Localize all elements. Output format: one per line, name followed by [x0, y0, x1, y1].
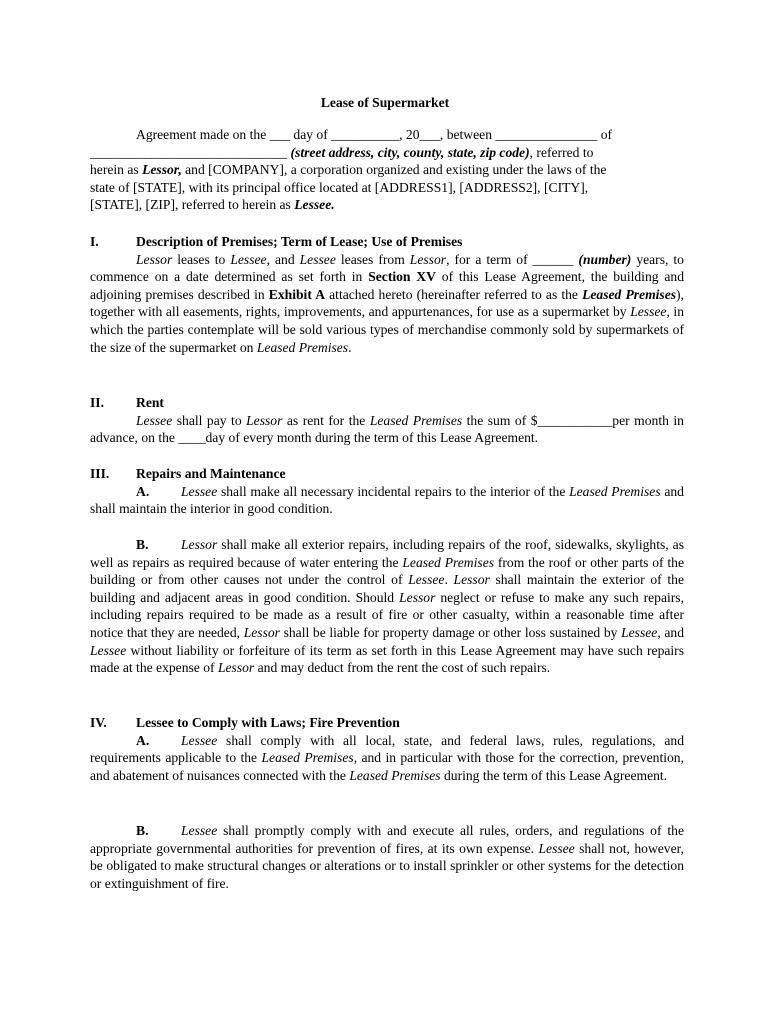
subsection-a: [90, 483, 684, 518]
section-heading: [90, 714, 684, 732]
text-run: herein as: [90, 162, 143, 178]
text-run: attached hereto (hereinafter referred to as the: [325, 286, 583, 302]
text-run: Leased Premises: [369, 412, 463, 428]
subsection-a: [90, 732, 684, 785]
text-run: shall maintain the exterior of the building and adjacent areas in good condition. Should: [90, 572, 685, 605]
text-run: Lessor: [181, 537, 218, 552]
subsection-b: [90, 536, 684, 677]
text-run: Leased Premises: [569, 483, 661, 499]
text-run: Lessor: [243, 624, 280, 640]
intro-line-5: [90, 196, 684, 214]
section-heading: [90, 465, 684, 483]
text-run: and shall maintain the interior in good condition.: [90, 483, 684, 517]
text-run: A.: [136, 483, 150, 499]
text-run: Leased Premises: [261, 750, 354, 766]
text-run: (street address, city, county, state, zip code): [290, 144, 530, 160]
section-heading: [90, 233, 684, 251]
text-run: , referred to: [529, 144, 594, 160]
text-run: , and in particular with those for the correction, prevention, and abatement of nuisances connected with the: [90, 750, 684, 783]
text-run: Lessee to Comply with Laws; Fire Prevention: [136, 715, 400, 730]
text-run: Lessee: [538, 840, 575, 856]
text-run: as rent for the: [282, 412, 370, 428]
text-run: Lessee: [621, 624, 658, 640]
text-run: Lessor: [217, 660, 255, 676]
section-body: [90, 412, 684, 447]
text-run: , for a term of ______: [446, 251, 579, 267]
text-run: from the roof or other parts of the building or from other causes not under the control of: [90, 554, 684, 588]
text-run: IV.: [90, 715, 107, 730]
text-run: _____________________________: [90, 144, 291, 160]
text-run: leases from: [335, 251, 410, 267]
text-run: Lessee: [230, 251, 267, 267]
text-run: [STATE], [ZIP], referred to herein as: [90, 197, 295, 213]
text-run: Lessee: [136, 412, 173, 428]
section-1: [90, 233, 684, 356]
intro-line-4: state of [STATE], with its principal office located at [ADDRESS1], [ADDRESS2], [CITY],: [90, 179, 589, 195]
text-run: Lessor: [409, 251, 447, 267]
text-run: Lessee: [181, 483, 218, 499]
text-run: shall promptly comply with and execute all rules, orders, and regulations of the appropriate governmental authorities for prevention of fires, at its own expense.: [90, 823, 684, 856]
text-run: .: [444, 572, 454, 588]
text-run: Lessee: [181, 732, 218, 748]
text-run: years, to commence on a date determined as set forth in: [90, 251, 684, 285]
text-run: shall pay to: [172, 412, 247, 428]
text-run: , in which the parties contemplate will be sold various types of merchandise commonly sold by supermarkets of the size of the supermarket on: [90, 304, 684, 355]
text-run: Leased Premises: [582, 286, 677, 302]
text-run: Leased Premises: [402, 554, 495, 570]
text-run: Lessee: [90, 642, 127, 658]
text-run: Rent: [136, 395, 164, 410]
text-run: , and: [657, 624, 684, 640]
text-run: Section XV: [368, 269, 436, 285]
section-4-b: [90, 822, 684, 892]
subsection-b: [90, 822, 684, 892]
document-title: Lease of Supermarket: [320, 95, 450, 110]
text-run: of this Lease Agreement, the building and adjoining premises described in: [90, 269, 685, 302]
text-run: Leased Premises: [349, 767, 441, 783]
text-run: Lessee: [630, 304, 667, 320]
text-run: Lessee.: [294, 197, 335, 213]
text-run: .: [348, 339, 352, 355]
text-run: I.: [90, 234, 99, 249]
text-run: Exhibit A: [268, 286, 326, 302]
section-3: [90, 465, 684, 518]
text-run: Lessor: [453, 572, 490, 588]
intro-line-1: [90, 126, 684, 144]
section-2: [90, 394, 684, 447]
text-run: A.: [136, 732, 150, 748]
text-run: and may deduct from the rent the cost of such repairs.: [254, 660, 551, 676]
text-run: Lessor: [399, 589, 436, 605]
text-run: shall make all necessary incidental repairs to the interior of the: [217, 483, 570, 499]
section-4: [90, 714, 684, 784]
text-run: , and: [266, 251, 300, 267]
text-run: B.: [136, 537, 149, 552]
text-run: shall comply with all local, state, and federal laws, rules, regulations, and requirements applicable to the: [90, 732, 684, 766]
text-run: without liability or forfeiture of its term as set forth in this Lease Agreement may have such repairs made at the expense of: [90, 642, 684, 676]
section-body: [90, 251, 684, 357]
text-run: Description of Premises; Term of Lease; Use of Premises: [136, 234, 463, 249]
text-run: Lessor: [246, 412, 283, 428]
text-run: Repairs and Maintenance: [136, 466, 286, 481]
section-3-b: [90, 536, 684, 677]
text-run: (number): [578, 251, 632, 267]
text-run: B.: [136, 823, 149, 838]
section-heading: [90, 394, 684, 412]
text-run: neglect or refuse to make any such repairs, including repairs required to be made as a result of fire or other casualty, within a reasonable time after notice that they are needed,: [90, 589, 684, 640]
text-run: Leased Premises: [256, 339, 349, 355]
text-run: shall not, however, be obligated to make structural changes or alterations or to install sprinkler or other systems for the detection or extinguishment of fire.: [90, 840, 684, 891]
text-run: shall be liable for property damage or other loss sustained by: [279, 624, 622, 640]
text-run: and [COMPANY], a corporation organized and existing under the laws of the: [181, 162, 607, 178]
text-run: ), together with all easements, rights, improvements, and appurtenances, for use as a supermarket by: [90, 286, 684, 320]
text-run: Lessee: [299, 251, 336, 267]
text-run: the sum of $___________per month in advance, on the ____day of every month during the term of this Lease Agreement.: [90, 412, 684, 446]
text-run: II.: [90, 395, 104, 410]
text-run: during the term of this Lease Agreement.: [440, 767, 668, 783]
text-run: Lessee: [408, 572, 445, 588]
intro-paragraph: [90, 126, 684, 214]
text-run: III.: [90, 466, 110, 481]
text-run: Lessor,: [142, 162, 182, 178]
text-run: Lessor: [136, 251, 173, 267]
text-run: Agreement made on the ___ day of __________, 20___, between _______________ of: [136, 127, 613, 142]
intro-line-2: [90, 144, 684, 162]
text-run: shall make all exterior repairs, including repairs of the roof, sidewalks, skylights, as well as repairs as required because of water entering the: [90, 537, 684, 570]
intro-line-3: [90, 161, 684, 179]
text-run: leases to: [172, 251, 231, 267]
text-run: Lessee: [181, 823, 218, 838]
